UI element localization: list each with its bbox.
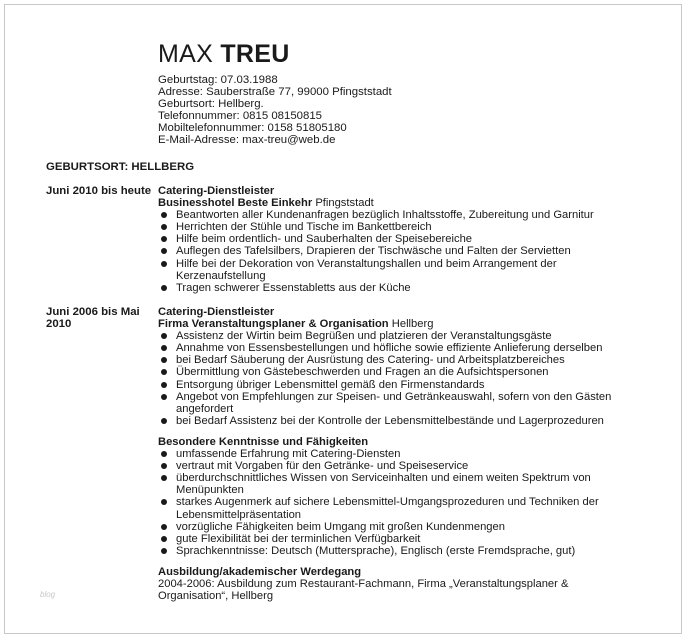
bullet-icon	[161, 451, 167, 457]
bullet-icon	[161, 382, 167, 388]
list-item: Herrichten der Stühle und Tische im Bankettbereich	[158, 221, 638, 233]
birthday: Geburtstag: 07.03.1988	[158, 74, 278, 86]
bullet-icon	[161, 548, 167, 554]
bullet-icon	[161, 394, 167, 400]
bullet-icon	[161, 463, 167, 469]
job-title: Catering-Dienstleister	[158, 306, 275, 318]
last-name: TREU	[220, 40, 290, 68]
job-entry	[158, 306, 638, 427]
bullet-icon	[161, 236, 167, 242]
section-header: GEBURTSORT: HELLBERG	[46, 161, 195, 173]
education-text: 2004-2006: Ausbildung zum Restaurant-Fachmann, Firma „Veranstaltungsplaner & Organisation“, Hellberg	[158, 578, 569, 603]
bullet-icon	[161, 499, 167, 505]
list-item: vertraut mit Vorgaben für den Getränke- und Speiseservice	[158, 460, 638, 472]
watermark: blog	[40, 590, 56, 599]
list-item: Hilfe beim ordentlich- und Sauberhalten der Speisebereiche	[158, 233, 638, 245]
location: Hellberg	[391, 318, 434, 331]
list-item: Beantworten aller Kundenanfragen bezüglich Inhaltsstoffe, Zubereitung und Garnitur	[158, 209, 638, 221]
phone: Telefonnummer: 0815 08150815	[158, 110, 323, 123]
address: Adresse: Sauberstraße 77, 99000 Pfingststadt	[158, 86, 392, 99]
education-section	[158, 566, 638, 602]
list-item: Sprachkenntnisse: Deutsch (Muttersprache), Englisch (erste Fremdsprache, gut)	[158, 545, 638, 557]
bullet-icon	[161, 261, 167, 267]
list-item: Angebot von Empfehlungen zur Speisen- und Getränkeauswahl, sofern von den Gästen angefordert	[158, 391, 638, 415]
job-date: Juni 2010 bis heute	[46, 185, 152, 197]
skills-heading: Besondere Kenntnisse und Fähigkeiten	[158, 436, 369, 448]
bullet-icon	[161, 333, 167, 339]
duty-list	[158, 330, 638, 427]
list-item: bei Bedarf Assistenz bei der Kontrolle der Lebensmittelbestände und Lagerprozeduren	[158, 415, 638, 427]
list-item: Tragen schwerer Essenstabletts aus der Küche	[158, 282, 638, 294]
job-date: Juni 2006 bis Mai 2010	[46, 306, 140, 331]
employer-line	[158, 197, 638, 209]
bullet-icon	[161, 536, 167, 542]
list-item: Entsorgung übriger Lebensmittel gemäß den Firmenstandards	[158, 379, 638, 391]
list-item: Hilfe bei der Dekoration von Veranstaltungshallen und beim Arrangement der Kerzenaufstellung	[158, 258, 638, 282]
location: Pfingststadt	[315, 197, 374, 210]
bullet-icon	[161, 345, 167, 351]
bullet-icon	[161, 369, 167, 375]
bullet-icon	[161, 224, 167, 230]
job-title: Catering-Dienstleister	[158, 185, 275, 197]
duty-list	[158, 209, 638, 294]
education-heading: Ausbildung/akademischer Werdegang	[158, 566, 362, 578]
bullet-icon	[161, 418, 167, 424]
candidate-name	[158, 40, 290, 69]
mobile: Mobiltelefonnummer: 0158 51805180	[158, 122, 347, 135]
bullet-icon	[161, 285, 167, 291]
employer-line	[158, 318, 638, 330]
list-item: Auflegen des Tafelsilbers, Drapieren der Tischwäsche und Falten der Servietten	[158, 245, 638, 257]
list-item: bei Bedarf Säuberung der Ausrüstung des Catering- und Arbeitsplatzbereiches	[158, 354, 638, 366]
list-item: Übermittlung von Gästebeschwerden und Fragen an die Aufsichtspersonen	[158, 366, 638, 378]
skills-section	[158, 436, 638, 557]
first-name: MAX	[158, 40, 214, 68]
list-item: vorzügliche Fähigkeiten beim Umgang mit großen Kundenmengen	[158, 521, 638, 533]
list-item: überdurchschnittliches Wissen von Serviceinhalten und einem weiten Spektrum von Menüpunkten	[158, 472, 638, 496]
bullet-icon	[161, 212, 167, 218]
list-item: Assistenz der Wirtin beim Begrüßen und platzieren der Veranstaltungsgäste	[158, 330, 638, 342]
list-item: gute Flexibilität bei der terminlichen Verfügbarkeit	[158, 533, 638, 545]
contact-block	[158, 74, 392, 147]
bullet-icon	[161, 475, 167, 481]
skills-list	[158, 448, 638, 557]
bullet-icon	[161, 248, 167, 254]
employer: Businesshotel Beste Einkehr	[158, 197, 313, 210]
bullet-icon	[161, 357, 167, 363]
list-item: starkes Augenmerk auf sichere Lebensmittel-Umgangsprozeduren und Techniken der Lebensmittelpräsentation	[158, 496, 638, 520]
employer: Firma Veranstaltungsplaner & Organisation	[158, 318, 389, 331]
email: E-Mail-Adresse: max-treu@web.de	[158, 134, 336, 147]
list-item: umfassende Erfahrung mit Catering-Diensten	[158, 448, 638, 460]
birthplace: Geburtsort: Hellberg.	[158, 98, 264, 111]
bullet-icon	[161, 524, 167, 530]
list-item: Annahme von Essensbestellungen und höfliche sowie effiziente Anlieferung derselben	[158, 342, 638, 354]
job-entry	[158, 185, 638, 294]
